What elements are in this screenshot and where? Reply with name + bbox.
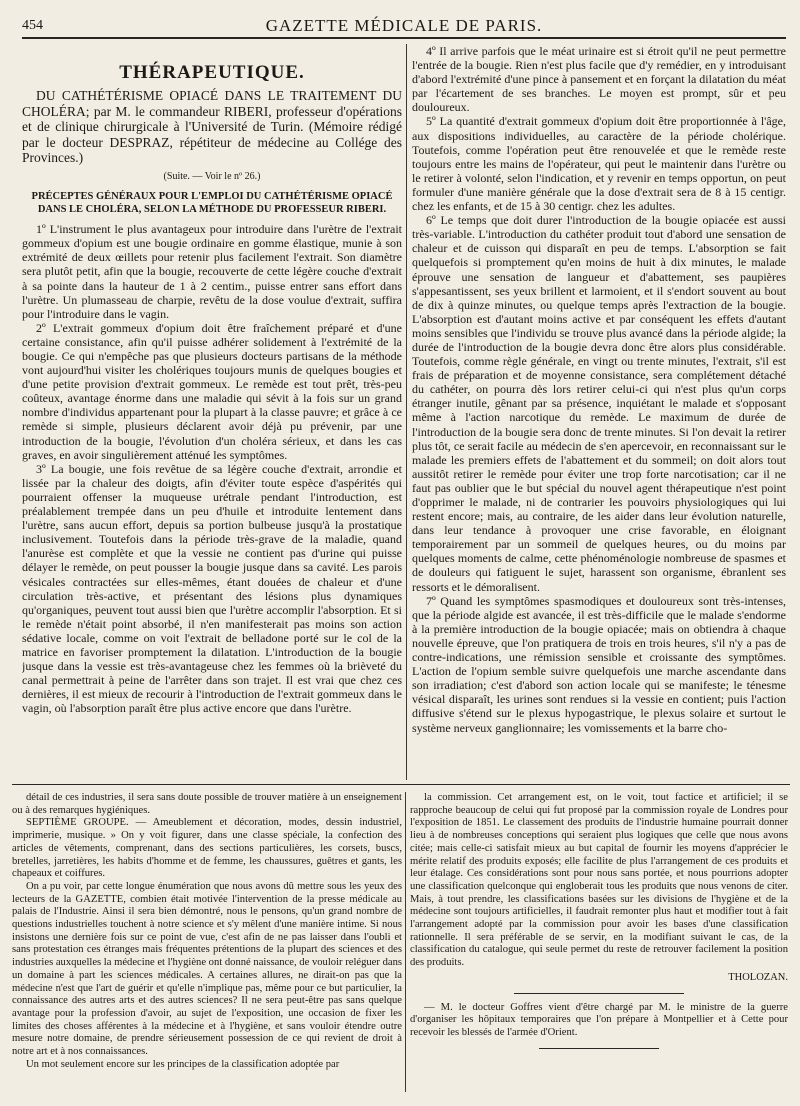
- paragraph: 1º L'instrument le plus avantageux pour introduire dans l'urètre de l'extrait gommeux d'opium est une bougie ordinaire en gomme élastique, munie à son extrémité de deux œillets pour retenir plus facilement l'extrait. Son diamètre sera plutôt petit, afin que la bougie, recouverte de cette légère couche d'extrait à sa pointe dans la hauteur de 1 à 2 centim., puisse entrer sans effort dans l'urètre. Un plumasseau de charpie, revêtu de la dose voulue d'extrait, suffira pour l'introduire dans le vagin.: [22, 222, 402, 321]
- paragraph: 3º La bougie, une fois revêtue de sa légère couche d'extrait, arrondie et lissée par la chaleur des doigts, afin d'éviter toute espèce d'aspérités qui pourraient offenser la muqueuse urétrale pendant l'introduction, est préalablement trempée dans un peu d'huile et introduite lentement dans l'urètre, sans aucun effort, depuis sa portion bulbeuse jusqu'à la prostatique inclusivement. Toutefois dans la période très-grave de la maladie, quand l'anurèse est complète et que la vessie ne contient pas d'urine qui puisse délayer le remède, on peut pousser la bougie jusque dans sa cavité. Les parois vésicales contractées sur elles-mêmes, étant douées de chaleur et d'une circulation très-active, et présentant des lésions plus dynamiques qu'organiques, peuvent tout aussi bien que l'urètre accomplir l'absorption. Et si le remède n'était point absorbé, il n'en manifesterait pas moins son action sédative locale, comme on voit l'extrait de belladone porté sur le col de la matrice en favoriser promptement la dilatation. L'introduction de la bougie jusque dans la vessie est très-avantageuse chez les femmes où la brièveté du canal permettrait à peine de l'arrêter dans son trajet. Il est vrai que chez ces dernières, il est mieux de recourir à l'introduction de l'extrait gommeux dans le vagin, où l'absorption paraît être plus active encore que dans l'urètre.: [22, 461, 402, 716]
- column-divider: [405, 792, 406, 1092]
- separator-rule: [514, 993, 684, 994]
- news-note: — M. le docteur Goffres vient d'être chargé par M. le ministre de la guerre d'organiser les hôpitaux temporaires que l'on prépare à Montpellier et à Cette pour recevoir les blessés de l'armée d'Orient.: [410, 1001, 788, 1038]
- paragraph: 4º Il arrive parfois que le méat urinaire est si étroit qu'il ne peut permettre l'entrée de la bougie. Rien n'est plus facile que d'y remédier, en y introduisant d'abord l'extrémité d'une pince à pansement et en forçant la dilatation du méat par l'écartement de ses branches. Le moyen est prompt, sûr et peu douloureux.: [412, 44, 786, 115]
- column-divider: [406, 44, 407, 780]
- upper-left-column: [22, 44, 402, 780]
- sub-heading: PRÉCEPTES GÉNÉRAUX POUR L'EMPLOI DU CATHÉTÉRISME OPIACÉ DANS LE CHOLÉRA, SELON LA MÉTHODE DU PROFESSEUR RIBERI.: [31, 191, 393, 216]
- paragraph: détail de ces industries, il sera sans doute possible de trouver matière à un enseignement ou à des remarques hygiéniques.: [12, 792, 402, 816]
- continuation-note: (Suite. — Voir le nº 26.): [163, 171, 261, 183]
- lower-left-column: [12, 792, 402, 1092]
- lower-right-column: [410, 792, 788, 1092]
- paragraph: 5º La quantité d'extrait gommeux d'opium doit être proportionnée à l'âge, aux dispositions individuelles, au caractère de la période cholérique. Toutefois, comme l'opération peut être renouvelée et que le remède reste toujours entre les mains de l'opérateur, qui peut le maintenir dans l'urètre ou le retirer à volonté, selon l'indication, et y revenir en temps opportun, on peut formuler d'une manière générale que la dose d'extrait sera de 8 à 15 centigr. chez les enfants, et de 15 à 30 centigr. chez les adultes.: [412, 114, 786, 214]
- page-header: [22, 10, 786, 38]
- journal-title: GAZETTE MÉDICALE DE PARIS.: [265, 16, 543, 35]
- section-title: THÉRAPEUTIQUE.: [119, 62, 305, 83]
- paragraph: 2º L'extrait gommeux d'opium doit être fraîchement préparé et d'une certaine consistance, afin qu'il puisse adhérer solidement à l'extrémité de la bougie. Ce qui n'empêche pas que plusieurs docteurs partisans de la méthode vont aujourd'hui visiter les cholériques toujours munis de quelques bougies et d'une petite provision d'extrait gommeux. Le remède est tout prêt, très-peu coûteux, avantage énorme dans une maladie qui sévit à la fois sur un grand nombre d'individus appartenant pour la plupart à la classe pauvre; et grâce à ce remède si simple, plusieurs déclarent avoir déjà pu prévenir, par une introduction de la bougie, l'évolution d'un choléra sérieux, et dans les cas graves, en avoir singulièrement atténué les symptômes.: [22, 320, 402, 462]
- author-signature: THOLOZAN.: [728, 971, 788, 983]
- paragraph: 6º Le temps que doit durer l'introduction de la bougie opiacée est aussi très-variable. L'introduction du cathéter produit tout d'abord une sensation de chaleur et de cuisson qui disparaît en peu de temps. L'absorption se fait quelquefois si promptement qu'en moins de huit à dix minutes, le malade éprouve une sensation de langueur et d'abattement, ses paupières s'appesantissent, ses yeux brillent et larmoient, et il s'endort souvent au bout de dix à quinze minutes, ou quelque temps après l'extraction de la bougie. L'absorption est d'autant moins active et par conséquent les effets d'autant moins sensibles que l'individu se trouve plus avancé dans la période algide; la durée de l'introduction de la bougie devra donc être alors plus considérable. Toutefois, comme règle générale, en vingt ou trente minutes, l'extrait, s'il est frais de préparation et de moyenne consistance, sera complétement détaché du cathéter, on pourra dès lors retirer celui-ci qui n'est plus qu'un corps étranger inutile, gênant par sa présence, inquiétant le malade et s'opposant même à l'action narcotique du remède. Le maximum de durée de l'introduction de la bougie sera donc de trente minutes. Si l'on devait la retirer plus tôt, ce serait facile au médecin de s'en apercevoir, en reconnaissant sur le malade les premiers effets de l'abattement et du sommeil; on doit alors tout aussitôt retirer le remède pour éviter une trop forte narcotisation; car il ne faut pas oublier que le but spécial du nouvel agent thérapeutique n'est point d'opprimer le malade, ni de contrarier les pouvoirs physiologiques qui lui restent encore; mais, au contraire, de les aider dans leur évolution naturelle, dans leur tendance à provoquer une crise favorable, en éloignant temporairement par un sommeil de quelques heures, ou du moins par quelques moments de calme, cette phénoménologie nombreuse de spasmes et de douleurs qui fatiguent le sujet, harassent son organisme, ébranlent ses ressorts et le démoralisent.: [412, 213, 786, 594]
- header-rule: [22, 37, 786, 39]
- paragraph: la commission. Cet arrangement est, on le voit, tout factice et artificiel; il se rapproche beaucoup de celui qui fut proposé par la commission royale de Londres pour l'exposition de 1851. Le classement des produits de l'industrie humaine pourrait donner lieu à de nombreuses conceptions qui seraient plus logiques que celle que nous avons citée; mais celle-ci satisfait mieux au but capital de fournir les moyens d'apprécier le mérite relatif des produits exposés; elle facilite de plus l'arrangement de ces produits et leur étalage. Ces considérations sont pour nous sans portée, et nous pourrions adopter une classification quelconque qui engloberait tous les produits que nous venons de citer. Mais, à tout prendre, les classifications basées sur les divisions de l'hygiène et de la médecine sont toujours artificielles, il faudrait remonter plus haut et modifier tout à fait l'arrangement adopté par la commission pour avoir les bases d'une classification rationnelle. Il sera préférable de se servir, en la modifiant suivant le cas, de la classification du catalogue, qui seule permet du reste de retrouver facilement la position des produits.: [410, 792, 788, 969]
- paragraph: SEPTIÈME GROUPE. — Ameublement et décoration, modes, dessin industriel, imprimerie, musique. » On y voit figurer, dans une classe spéciale, la confection des articles de vêtements, comprenant, dans des sections particulières, les corsets, buscs, bretelles, jarretières, les habits d'homme et de femme, les chaussures, guêtres et gants, les chapeaux et coiffures.: [12, 817, 402, 880]
- feuilleton-rule: [12, 784, 790, 785]
- page-number: 454: [22, 18, 43, 33]
- paragraph: 7º Quand les symptômes spasmodiques et douloureux sont très-intenses, que la période algide est avancée, il est très-difficile que le malade s'endorme à la première introduction de la bougie opiacée; mais on obtiendra à chaque nouvelle épreuve, que l'on pratiquera de trois en trois heures, s'il n'y a pas de contre-indications, une rémission sensible et croissante des symptômes. L'action de l'opium semble suivre quelquefois une marche ascendante dans son irradiation; c'est d'abord son action locale qui se manifeste; le ténesme vésical disparaît, les urines sont rendues si la vessie en contient; puis l'action diffusive s'étend sur le plexus hypogastrique, le plexus solaire et surtout le système nerveux ganglionnaire; les vomissements et la barre cho-: [412, 593, 786, 735]
- paragraph: On a pu voir, par cette longue énumération que nous avons dû mettre sous les yeux des lecteurs de la GAZETTE, combien était motivée l'intervention de la presse médicale au palais de l'Industrie. Ainsi il sera bien démontré, nous le pensons, qu'un grand nombre de questions industrielles touchent à notre science et s'y mêlent d'une manière intime. Si nous insistons une dernière fois sur ce point de vue, c'est afin de ne pas laisser dans l'oubli et sans protestation ces étranges mais fréquentes prétentions de la plupart des sciences et des industries auxquelles la médecine et l'hygiène ont donné naissance, de vouloir reléguer dans un domaine à part les sciences médicales. A certaines allures, ne dirait-on pas que la médecine n'est que l'art de guérir et qu'elle n'implique pas, même pour ce but particulier, la connaissance des autres arts et des autres sciences? Il ne sera peut-être pas sans quelque avantage pour la profession d'avoir, au sujet de l'exposition, une occasion de fixer les limites des choses afférentes à la médecine et à l'hygiène, et sans vouloir étendre outre mesure notre domaine, de prendre sérieusement possession de ce qui revient de droit à notre art et à nos connaissances.: [12, 880, 402, 1058]
- article-title: DU CATHÉTÉRISME OPIACÉ DANS LE TRAITEMENT DU CHOLÉRA; par M. le commandeur RIBERI, professeur d'opérations et de clinique chirurgicale à l'Université de Turin. (Mémoire rédigé par le docteur DESPRAZ, répétiteur de médecine au Collége des Provinces.): [22, 88, 402, 166]
- paragraph: Un mot seulement encore sur les principes de la classification adoptée par: [26, 1058, 340, 1070]
- separator-rule: [539, 1048, 659, 1049]
- upper-right-column: [412, 44, 786, 780]
